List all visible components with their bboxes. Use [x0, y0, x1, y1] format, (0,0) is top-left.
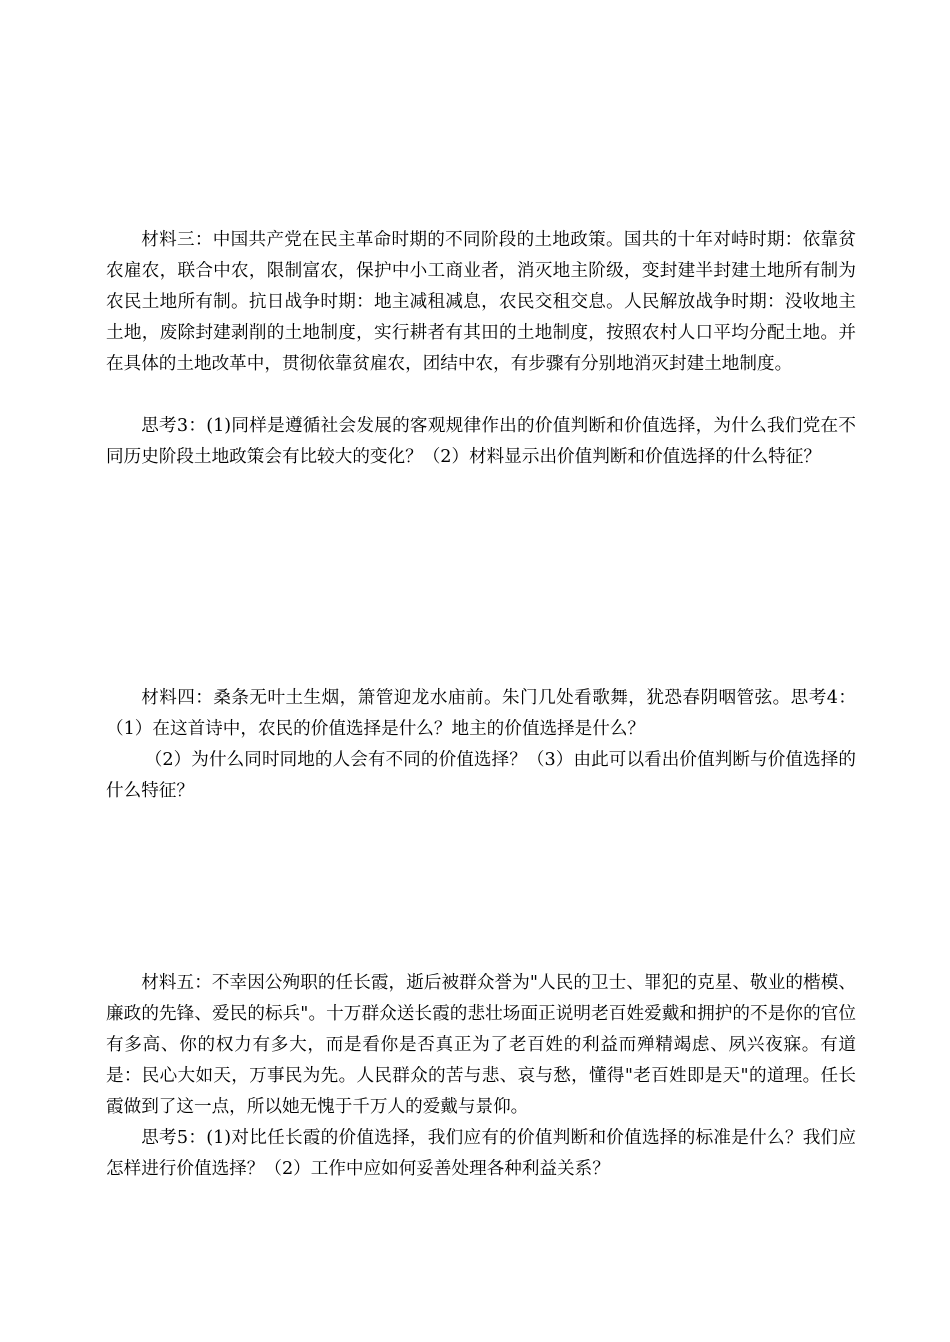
thinking-4-continued-section	[106, 745, 856, 807]
material-4-paragraph: 材料四：桑条无叶土生烟，箫管迎龙水庙前。朱门几处看歌舞，犹恐春阴咽管弦。思考4：（1）在这首诗中，农民的价值选择是什么？地主的价值选择是什么？	[106, 688, 856, 739]
thinking-5-paragraph: 思考5：(1)对比任长霞的价值选择，我们应有的价值判断和价值选择的标准是什么？我们应怎样进行价值选择？（2）工作中应如何妥善处理各种利益关系？	[106, 1128, 856, 1179]
material-5-paragraph: 材料五：不幸因公殉职的任长霞，逝后被群众誉为"人民的卫士、罪犯的克星、敬业的楷模、廉政的先锋、爱民的标兵"。十万群众送长霞的悲壮场面正说明老百姓爱戴和拥护的不是你的官位有多高、你的权力有多大，而是看你是否真正为了老百姓的利益而殚精竭虑、夙兴夜寐。有道是：民心大如天，万事民为先。人民群众的苦与悲、哀与愁，懂得"老百姓即是天"的道理。任长霞做到了这一点，所以她无愧于千万人的爱戴与景仰。	[106, 973, 856, 1117]
thinking-4-continued-paragraph: （2）为什么同时同地的人会有不同的价值选择？（3）由此可以看出价值判断与价值选择的什么特征？	[106, 750, 856, 801]
thinking-3-paragraph: 思考3：(1)同样是遵循社会发展的客观规律作出的价值判断和价值选择，为什么我们党在不同历史阶段土地政策会有比较大的变化？（2）材料显示出价值判断和价值选择的什么特征？	[106, 416, 856, 467]
material-3-paragraph: 材料三：中国共产党在民主革命时期的不同阶段的土地政策。国共的十年对峙时期：依靠贫农雇农，联合中农，限制富农，保护中小工商业者，消灭地主阶级，变封建半封建土地所有制为农民土地所有制。抗日战争时期：地主减租减息，农民交租交息。人民解放战争时期：没收地主土地，废除封建剥削的土地制度，实行耕者有其田的土地制度，按照农村人口平均分配土地。并在具体的土地改革中，贯彻依靠贫雇农，团结中农，有步骤有分别地消灭封建土地制度。	[106, 230, 856, 374]
thinking-3-section	[106, 411, 856, 473]
material-3-section	[106, 225, 856, 380]
material-5-section	[106, 968, 856, 1123]
thinking-5-section	[106, 1123, 856, 1185]
material-4-section	[106, 683, 856, 745]
